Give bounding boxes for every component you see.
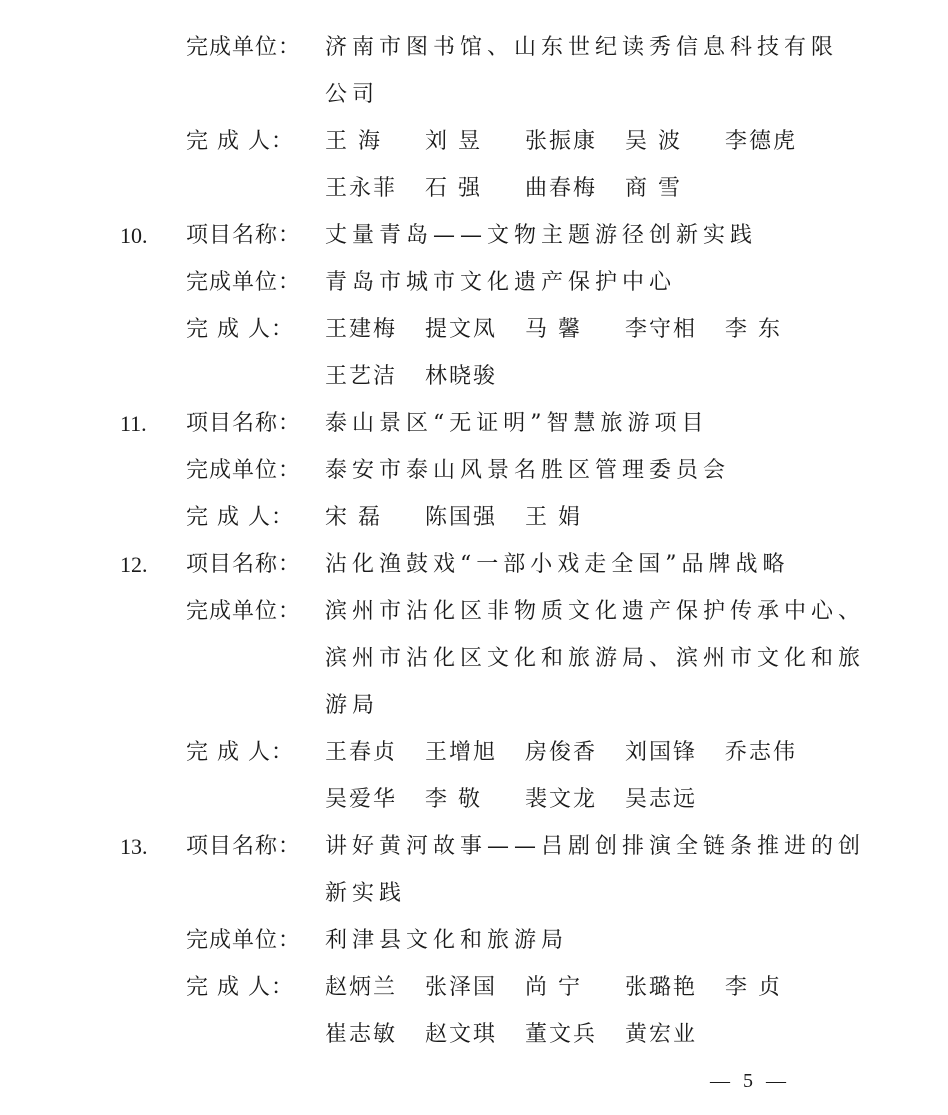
people-list (325, 782, 725, 818)
unit-label: 完成单位： (186, 599, 302, 624)
person-name: 张振康 (525, 129, 598, 154)
person-name: 林晓骏 (425, 364, 498, 389)
people-list (325, 500, 625, 536)
person-name: 裴文龙 (525, 787, 598, 812)
person-name: 赵炳兰 (325, 975, 398, 1000)
people-list (325, 970, 825, 1006)
unit-value: 青岛市城市文化遗产保护中心 (325, 270, 677, 295)
name-label: 项目名称： (186, 411, 302, 436)
person-name: 王 海 (325, 129, 382, 154)
unit-value: 利津县文化和旅游局 (325, 928, 569, 953)
name-label: 项目名称： (186, 552, 302, 577)
project-name: 泰山景区“无证明”智慧旅游项目 (325, 411, 709, 436)
people-list (325, 124, 825, 160)
name-label: 项目名称： (186, 834, 302, 859)
project-name-cont: 新实践 (325, 881, 407, 906)
person-name: 张泽国 (425, 975, 498, 1000)
person-name: 吴 波 (625, 129, 682, 154)
project-name: 沾化渔鼓戏“一部小戏走全国”品牌战略 (325, 552, 790, 577)
person-name: 尚 宁 (525, 975, 582, 1000)
people-label: 完 成 人： (186, 975, 294, 1000)
unit-label: 完成单位： (186, 458, 302, 483)
person-name: 石 强 (425, 176, 482, 201)
person-name: 提文凤 (425, 317, 498, 342)
people-label: 完 成 人： (186, 740, 294, 765)
unit-label: 完成单位： (186, 270, 302, 295)
person-name: 李守相 (625, 317, 698, 342)
person-name: 乔志伟 (725, 740, 798, 765)
entry-number: 12. (120, 552, 148, 577)
person-name: 商 雪 (625, 176, 682, 201)
person-name: 李德虎 (725, 129, 798, 154)
person-name: 黄宏业 (625, 1022, 698, 1047)
name-label: 项目名称： (186, 223, 302, 248)
person-name: 王永菲 (325, 176, 398, 201)
person-name: 王建梅 (325, 317, 398, 342)
person-name: 吴志远 (625, 787, 698, 812)
person-name: 赵文琪 (425, 1022, 498, 1047)
unit-label: 完成单位： (186, 35, 302, 60)
unit-value-cont: 游局 (325, 693, 380, 718)
person-name: 刘 昱 (425, 129, 482, 154)
person-name: 李 贞 (725, 975, 782, 1000)
person-name: 李 东 (725, 317, 782, 342)
people-list (325, 171, 725, 207)
unit-value: 济南市图书馆、山东世纪读秀信息科技有限 (325, 35, 839, 60)
person-name: 王 娟 (525, 505, 582, 530)
person-name: 张璐艳 (625, 975, 698, 1000)
person-name: 王春贞 (325, 740, 398, 765)
people-label: 完 成 人： (186, 505, 294, 530)
unit-value: 泰安市泰山风景名胜区管理委员会 (325, 458, 731, 483)
person-name: 王艺洁 (325, 364, 398, 389)
project-name: 丈量青岛——文物主题游径创新实践 (325, 223, 758, 248)
person-name: 崔志敏 (325, 1022, 398, 1047)
person-name: 马 馨 (525, 317, 582, 342)
people-label: 完 成 人： (186, 129, 294, 154)
person-name: 曲春梅 (525, 176, 598, 201)
entry-number: 13. (120, 834, 148, 859)
unit-value: 滨州市沾化区非物质文化遗产保护传承中心、 (325, 599, 866, 624)
unit-value-cont: 滨州市沾化区文化和旅游局、滨州市文化和旅 (325, 646, 866, 671)
person-name: 宋 磊 (325, 505, 382, 530)
people-list (325, 735, 825, 771)
people-list (325, 359, 525, 395)
unit-label: 完成单位： (186, 928, 302, 953)
person-name: 董文兵 (525, 1022, 598, 1047)
people-label: 完 成 人： (186, 317, 294, 342)
unit-value-cont: 公司 (325, 82, 380, 107)
entry-number: 11. (120, 411, 147, 436)
person-name: 陈国强 (425, 505, 498, 530)
person-name: 王增旭 (425, 740, 498, 765)
person-name: 刘国锋 (625, 740, 698, 765)
person-name: 吴爱华 (325, 787, 398, 812)
people-list (325, 1017, 725, 1053)
person-name: 房俊香 (525, 740, 598, 765)
people-list (325, 312, 825, 348)
page-number: — 5 — (710, 1070, 790, 1092)
entry-number: 10. (120, 223, 148, 248)
project-name: 讲好黄河故事——吕剧创排演全链条推进的创 (325, 834, 866, 859)
person-name: 李 敬 (425, 787, 482, 812)
